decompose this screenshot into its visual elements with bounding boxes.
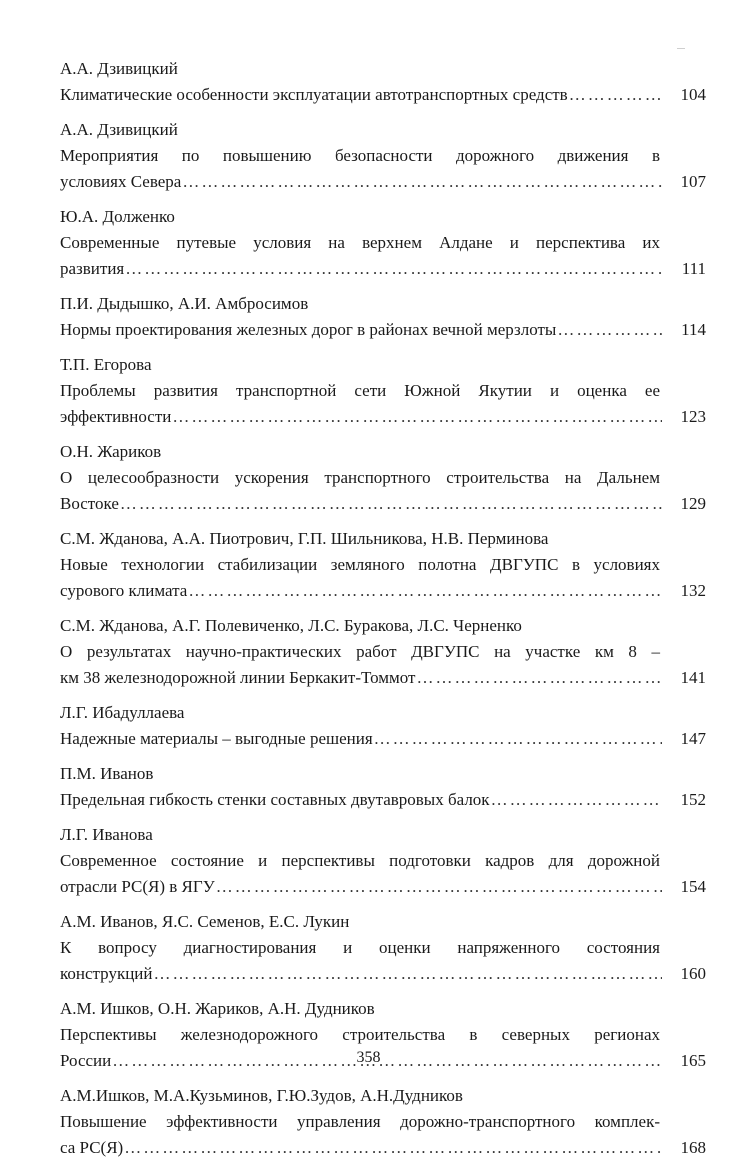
toc-entry: [60, 291, 706, 343]
toc-entry: [60, 822, 706, 900]
entry-authors: Л.Г. Ибадуллаева: [60, 703, 185, 722]
dot-leader: [374, 726, 662, 752]
entry-page-number: 104: [680, 85, 706, 104]
toc-entry: [60, 117, 706, 195]
dot-leader: [188, 578, 662, 604]
entry-title-line: К вопросу диагностирования и оценки напряженного состояния: [60, 938, 660, 957]
dot-leader: [182, 169, 662, 195]
entry-title-last-line: [60, 317, 706, 343]
entry-title-last-line: [60, 874, 706, 900]
entry-title-last-line: [60, 961, 706, 987]
entry-title-line: Перспективы железнодорожного строительства в северных регионах: [60, 1025, 660, 1044]
dot-leader: [216, 874, 662, 900]
entry-authors: Т.П. Егорова: [60, 355, 152, 374]
entry-title-text: сурового климата: [60, 581, 188, 600]
entry-page-number: 114: [681, 320, 706, 339]
entry-title-last-line: [60, 726, 706, 752]
entry-title-last-line: [60, 787, 706, 813]
toc-entry: [60, 352, 706, 430]
entry-authors: П.И. Дыдышко, А.И. Амбросимов: [60, 294, 309, 313]
entry-title-line: Новые технологии стабилизации земляного полотна ДВГУПС в условиях: [60, 555, 660, 574]
entry-page-number: 107: [680, 172, 706, 191]
entry-authors: С.М. Жданова, А.А. Пиотрович, Г.П. Шильникова, Н.В. Перминова: [60, 529, 549, 548]
page-number: 358: [356, 1049, 381, 1066]
dot-leader: [172, 404, 662, 430]
entry-page-number: 132: [680, 581, 706, 600]
entry-title-text: Нормы проектирования железных дорог в районах вечной мерзлоты: [60, 320, 557, 339]
dot-leader: [154, 961, 662, 987]
entry-title: [60, 378, 706, 430]
entry-title-text: России: [60, 1051, 112, 1070]
entry-page-number: 147: [680, 729, 706, 748]
dot-leader: [491, 787, 662, 813]
entry-title-line: О результатах научно-практических работ ДВГУПС на участке км 8 –: [60, 642, 660, 661]
entry-title-text: Предельная гибкость стенки составных двутавровых балок: [60, 790, 490, 809]
entry-page-number: 129: [680, 494, 706, 513]
entry-title-text: км 38 железнодорожной линии Беркакит-Томмот: [60, 668, 416, 687]
dot-leader: [569, 82, 662, 108]
entry-title-last-line: [60, 256, 706, 282]
entry-title: [60, 552, 706, 604]
entry-title: [60, 848, 706, 900]
entry-title: [60, 726, 706, 752]
entry-authors: А.А. Дзивицкий: [60, 59, 178, 78]
entry-title-line: О целесообразности ускорения транспортного строительства на Дальнем: [60, 468, 660, 487]
entry-title-text: отрасли РС(Я) в ЯГУ: [60, 877, 215, 896]
entry-title-last-line: [60, 665, 706, 691]
toc-entry: [60, 204, 706, 282]
dot-leader: [125, 256, 662, 282]
entry-title-text: развития: [60, 259, 125, 278]
entry-title-text: условиях Севера: [60, 172, 182, 191]
entry-title-text: эффективности: [60, 407, 172, 426]
entry-title-text: са РС(Я): [60, 1138, 124, 1157]
entry-title-last-line: [60, 1135, 706, 1161]
entry-page-number: 165: [680, 1051, 706, 1070]
entry-title: [60, 143, 706, 195]
toc-entry: [60, 526, 706, 604]
entry-page-number: 160: [680, 964, 706, 983]
entry-page-number: 111: [681, 259, 706, 278]
entry-authors: Ю.А. Долженко: [60, 207, 175, 226]
entry-page-number: 123: [680, 407, 706, 426]
entry-title-last-line: [60, 169, 706, 195]
entry-authors: А.М. Ишков, О.Н. Жариков, А.Н. Дудников: [60, 999, 375, 1018]
entry-title: [60, 1109, 706, 1161]
toc-entry: [60, 439, 706, 517]
entry-page-number: 141: [680, 668, 706, 687]
entry-title: [60, 935, 706, 987]
entry-title-line: Проблемы развития транспортной сети Южной Якутии и оценка ее: [60, 381, 660, 400]
toc-entry: [60, 700, 706, 752]
entry-title: [60, 230, 706, 282]
entry-title-text: конструкций: [60, 964, 153, 983]
entry-title: [60, 465, 706, 517]
entry-title-text: Надежные материалы – выгодные решения: [60, 729, 373, 748]
entry-title-line: Современное состояние и перспективы подготовки кадров для дорожной: [60, 851, 660, 870]
entry-title-line: Современные путевые условия на верхнем Алдане и перспектива их: [60, 233, 660, 252]
toc-entry: [60, 1083, 706, 1161]
entry-title: [60, 317, 706, 343]
entry-title-line: Мероприятия по повышению безопасности дорожного движения в: [60, 146, 660, 165]
dot-leader: [557, 317, 662, 343]
entry-authors: Л.Г. Иванова: [60, 825, 153, 844]
entry-title-last-line: [60, 404, 706, 430]
entry-title-text: Климатические особенности эксплуатации автотранспортных средств: [60, 85, 568, 104]
entry-page-number: 168: [680, 1138, 706, 1157]
entry-page-number: 152: [680, 790, 706, 809]
entry-title-text: Востоке: [60, 494, 119, 513]
entry-title: [60, 82, 706, 108]
scan-mark: [677, 48, 685, 49]
entry-title: [60, 639, 706, 691]
entry-title: [60, 787, 706, 813]
dot-leader: [120, 491, 662, 517]
toc-entry: [60, 761, 706, 813]
dot-leader: [124, 1135, 662, 1161]
table-of-contents: [60, 56, 706, 1170]
dot-leader: [417, 665, 663, 691]
entry-authors: А.М.Ишков, М.А.Кузьминов, Г.Ю.Зудов, А.Н.Дудников: [60, 1086, 463, 1105]
entry-title-last-line: [60, 578, 706, 604]
toc-entry: [60, 909, 706, 987]
entry-authors: А.М. Иванов, Я.С. Семенов, Е.С. Лукин: [60, 912, 350, 931]
entry-title-last-line: [60, 82, 706, 108]
toc-entry: [60, 56, 706, 108]
toc-entry: [60, 613, 706, 691]
entry-authors: А.А. Дзивицкий: [60, 120, 178, 139]
entry-page-number: 154: [680, 877, 706, 896]
entry-title-line: Повышение эффективности управления дорожно-транспортного комплек-: [60, 1112, 660, 1131]
entry-authors: О.Н. Жариков: [60, 442, 162, 461]
entry-authors: П.М. Иванов: [60, 764, 154, 783]
entry-authors: С.М. Жданова, А.Г. Полевиченко, Л.С. Буракова, Л.С. Черненко: [60, 616, 522, 635]
entry-title-last-line: [60, 491, 706, 517]
